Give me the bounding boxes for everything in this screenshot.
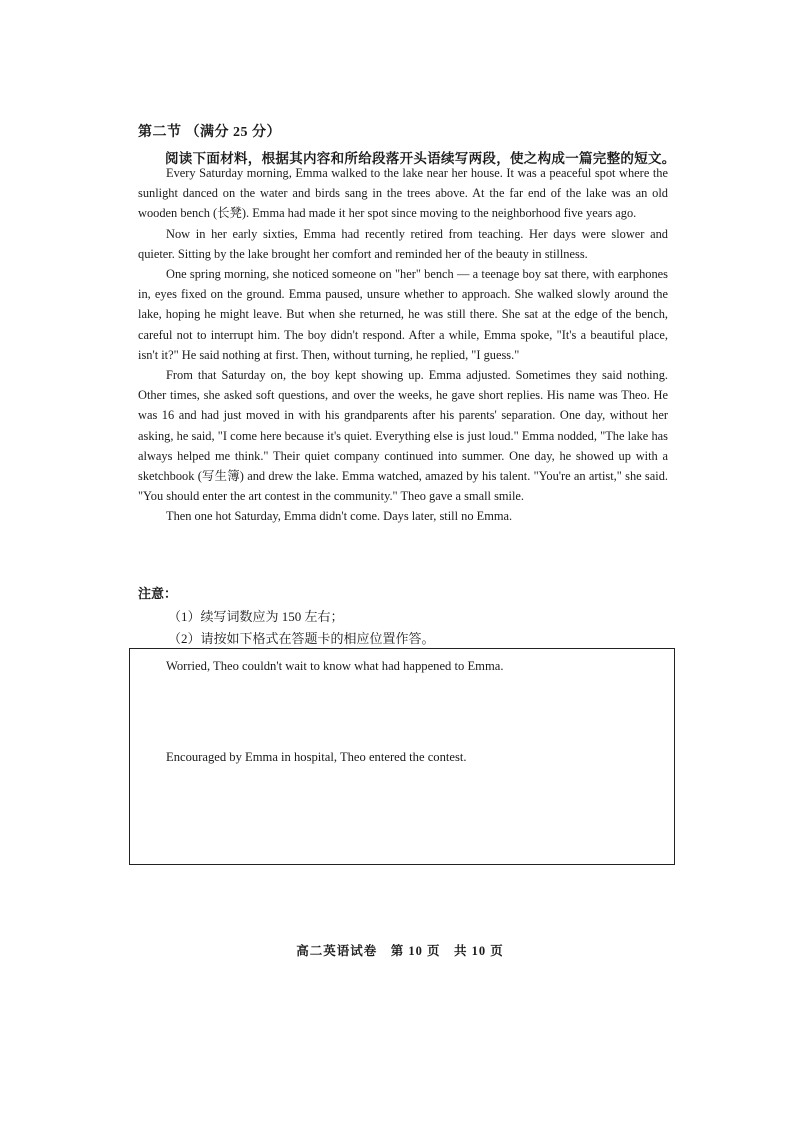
task-instruction: 阅读下面材料，根据其内容和所给段落开头语续写两段，使之构成一篇完整的短文。 xyxy=(165,151,676,166)
passage-paragraph-5: Then one hot Saturday, Emma didn't come. Days later, still no Emma. xyxy=(166,509,513,524)
passage-paragraph-4: From that Saturday on, the boy kept showing up. Emma adjusted. Sometimes they said nothing. Other times, she asked soft questions, and over the weeks, he gave short replies. His name was Theo. He was 16 and had just moved in with his grandparents after his parents' separation. One day, without her asking, he said, "I come here because it's quiet. Everything else is just loud." Emma nodded, "The lake has always helped me think." Their quiet company continued into summer. One day, he showed up with a sketchbook (写生簿) and drew the lake. Emma watched, amazed by his talent. "You're an artist," she said. "You should enter the art contest in the community." Theo gave a small smile. xyxy=(138,368,668,504)
page-footer: 高二英语试卷 第 10 页 共 10 页 xyxy=(296,944,504,958)
answer-box xyxy=(129,648,675,865)
section-title: 第二节 （满分 25 分） xyxy=(138,125,281,140)
passage-paragraph-2: Now in her early sixties, Emma had recently retired from teaching. Her days were slower and quieter. Sitting by the lake brought her comfort and reminded her of the beauty in stillness. xyxy=(138,226,668,261)
note-word-count: （1）续写词数应为 150 左右； xyxy=(168,609,344,624)
passage-paragraph-1: Every Saturday morning, Emma walked to the lake near her house. It was a peaceful spot where the sunlight danced on the water and birds sang in the trees above. At the far end of the lake was an old wooden bench (长凳). Emma had made it her spot since moving to the neighborhood five years ago. xyxy=(138,166,668,221)
passage-paragraph-3: One spring morning, she noticed someone on "her" bench — a teenage boy sat there, with earphones in, eyes fixed on the ground. Emma paused, unsure whether to approach. She walked slowly around the lake, hoping he might leave. But when she returned, he was still there. She sat at the edge of the bench, careful not to interrupt him. The boy didn't respond. After a while, Emma spoke, "It's a beautiful place, isn't it?" He said nothing at first. Then, without turning, he replied, "I guess." xyxy=(138,267,668,362)
notes-label: 注意： xyxy=(138,586,178,601)
reading-passage xyxy=(138,163,668,527)
continuation-prompt-1: Worried, Theo couldn't wait to know what had happened to Emma. xyxy=(166,659,504,673)
continuation-prompt-2: Encouraged by Emma in hospital, Theo entered the contest. xyxy=(166,750,467,764)
note-answer-format: （2）请按如下格式在答题卡的相应位置作答。 xyxy=(168,631,435,646)
